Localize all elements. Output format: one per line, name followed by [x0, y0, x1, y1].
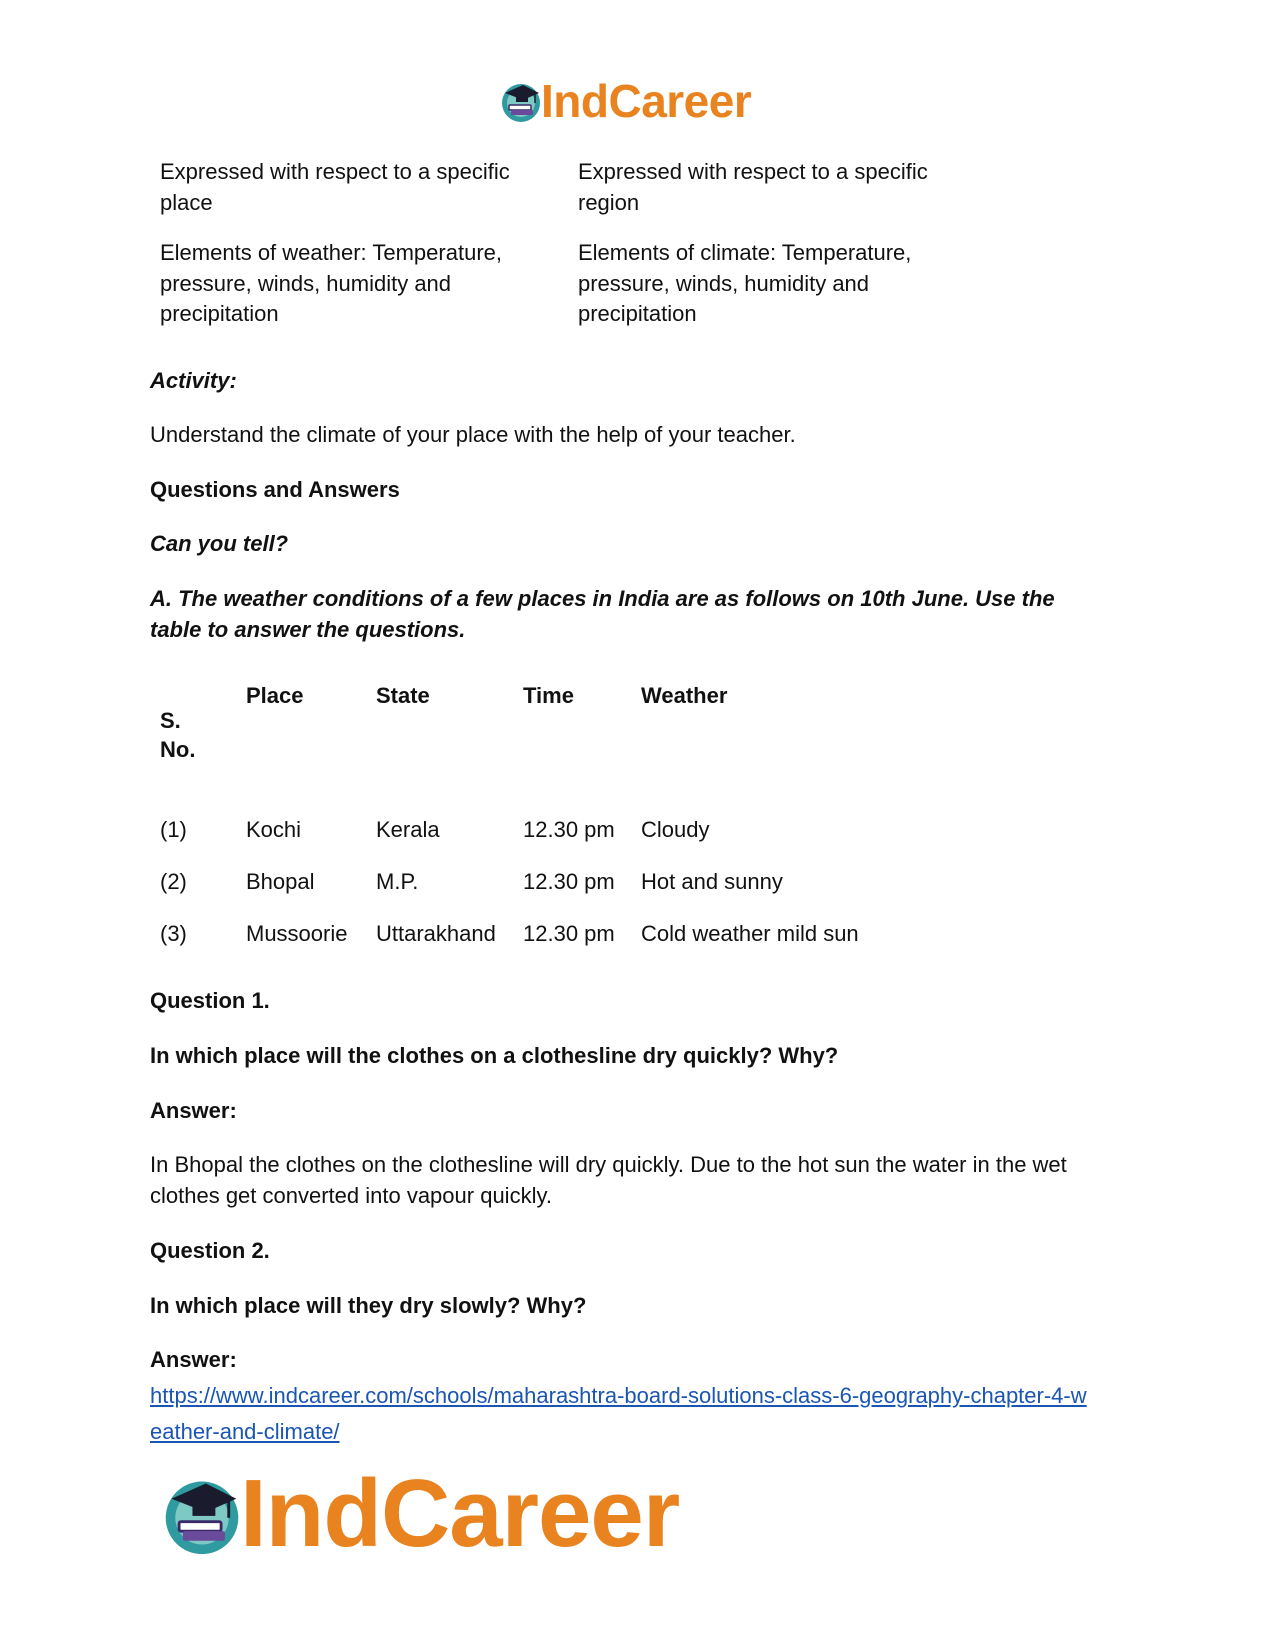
- source-link-line-2[interactable]: eather-and-climate/: [150, 1419, 340, 1444]
- table-cell-place: Bhopal: [246, 869, 315, 894]
- footer-logo: [160, 1460, 680, 1567]
- source-link[interactable]: [150, 1378, 1150, 1450]
- header-sno-2: No.: [160, 737, 196, 762]
- table-cell-sno: (3): [160, 921, 187, 946]
- table-cell-time: 12.30 pm: [523, 869, 615, 894]
- source-link-line-1[interactable]: https://www.indcareer.com/schools/maharashtra-board-solutions-class-6-geography-chapter-4-w: [150, 1383, 1087, 1408]
- question-2-text: In which place will they dry slowly? Why?: [150, 1293, 587, 1318]
- header-weather: Weather: [641, 683, 728, 708]
- activity-heading: Activity:: [150, 368, 237, 393]
- activity-text: Understand the climate of your place with the help of your teacher.: [150, 422, 796, 447]
- table-cell-weather: Cold weather mild sun: [641, 921, 859, 946]
- weather-elements-text: Elements of weather: Temperature, pressure, winds, humidity and precipitation: [160, 240, 502, 326]
- answer-1-label: Answer:: [150, 1098, 237, 1123]
- table-cell-sno: (2): [160, 869, 187, 894]
- question-2-label: Question 2.: [150, 1238, 270, 1263]
- header-logo: [499, 75, 752, 127]
- graduation-cap-books-icon: [160, 1472, 244, 1556]
- table-cell-time: 12.30 pm: [523, 921, 615, 946]
- logo-wordmark: IndCareer: [240, 1460, 680, 1567]
- table-cell-state: M.P.: [376, 869, 419, 894]
- table-cell-weather: Hot and sunny: [641, 869, 783, 894]
- header-state: State: [376, 683, 430, 708]
- header-sno-1: S.: [160, 708, 181, 733]
- climate-region-text: Expressed with respect to a specific region: [578, 159, 928, 215]
- table-cell-state: Kerala: [376, 817, 440, 842]
- logo-wordmark: IndCareer: [541, 75, 752, 127]
- table-cell-sno: (1): [160, 817, 187, 842]
- table-cell-place: Mussoorie: [246, 921, 348, 946]
- table-cell-weather: Cloudy: [641, 817, 710, 842]
- header-place: Place: [246, 683, 304, 708]
- graduation-cap-books-icon: [499, 79, 543, 123]
- questions-heading: Questions and Answers: [150, 477, 400, 502]
- table-cell-state: Uttarakhand: [376, 921, 496, 946]
- table-cell-time: 12.30 pm: [523, 817, 615, 842]
- table-cell-place: Kochi: [246, 817, 302, 842]
- answer-1-text: In Bhopal the clothes on the clothesline will dry quickly. Due to the hot sun the water in the wet clothes get converted into vapour quickly.: [150, 1152, 1067, 1208]
- question-1-label: Question 1.: [150, 988, 270, 1013]
- question-1-text: In which place will the clothes on a clothesline dry quickly? Why?: [150, 1043, 839, 1068]
- can-you-tell-heading: Can you tell?: [150, 531, 289, 556]
- header-time: Time: [523, 683, 574, 708]
- section-a-intro: A. The weather conditions of a few places in India are as follows on 10th June. Use the table to answer the questions.: [150, 586, 1055, 642]
- climate-elements-text: Elements of climate: Temperature, pressure, winds, humidity and precipitation: [578, 240, 912, 326]
- weather-place-text: Expressed with respect to a specific place: [160, 159, 510, 215]
- answer-2-label: Answer:: [150, 1347, 237, 1372]
